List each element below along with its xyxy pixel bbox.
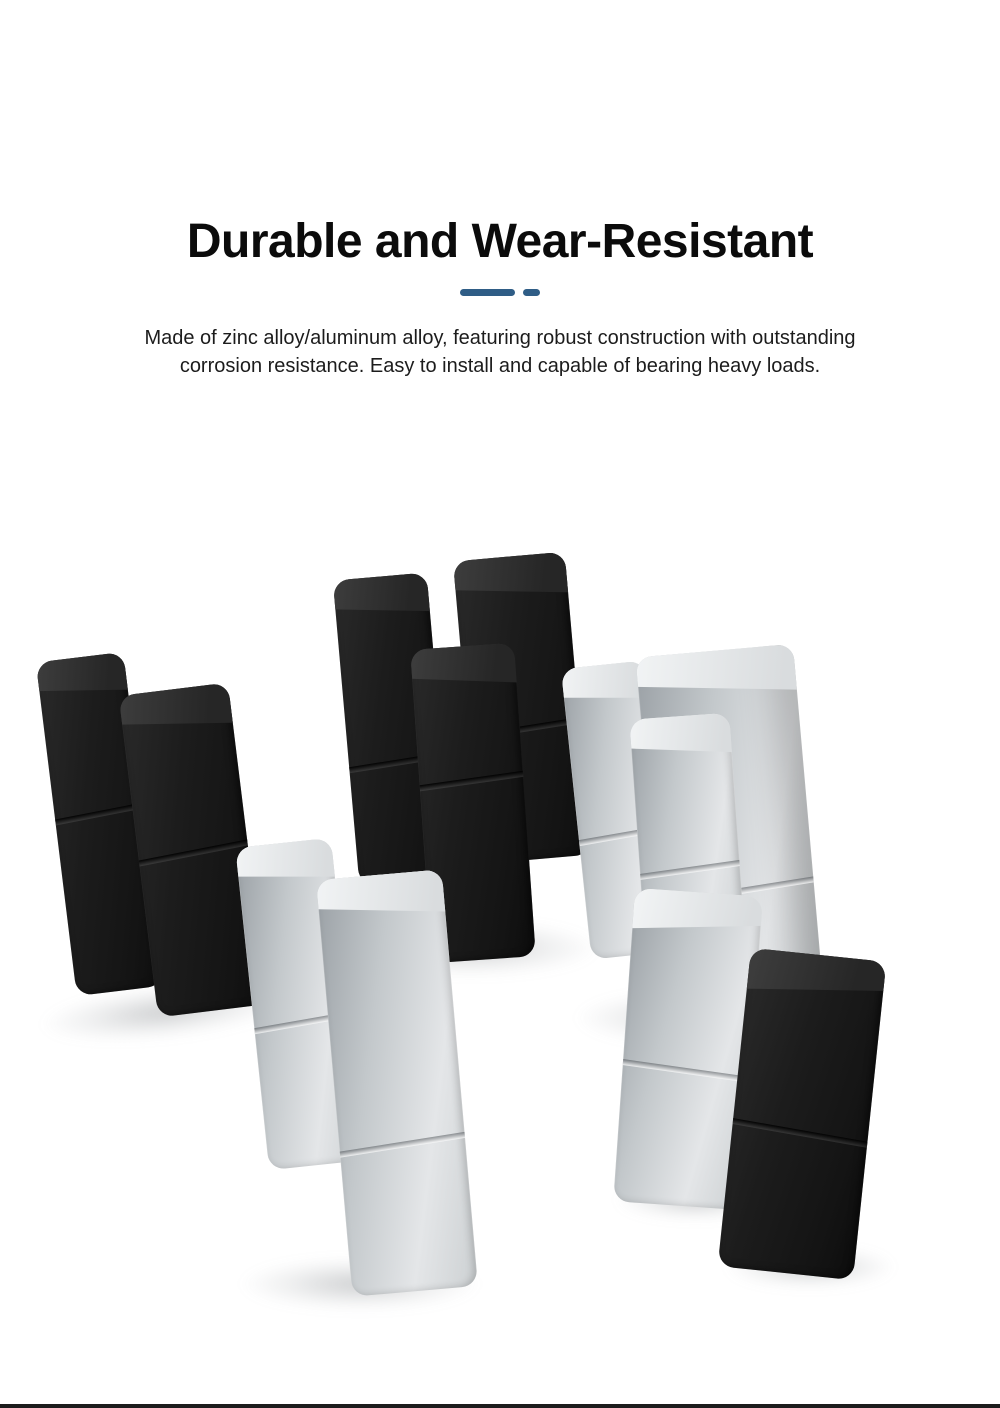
product-photo (0, 520, 1000, 1340)
divider-long-dash (460, 289, 515, 296)
section-description (0, 324, 1000, 380)
divider-short-dash (523, 289, 540, 296)
next-section-edge (0, 1404, 1000, 1408)
description-line-1: Made of zinc alloy/aluminum alloy, featuring robust construction with outstanding (144, 327, 856, 349)
description-line-2: corrosion resistance. Easy to install and capable of bearing heavy loads. (179, 355, 821, 377)
page-title: Durable and Wear-Resistant (186, 215, 814, 269)
section-divider (0, 289, 1000, 296)
